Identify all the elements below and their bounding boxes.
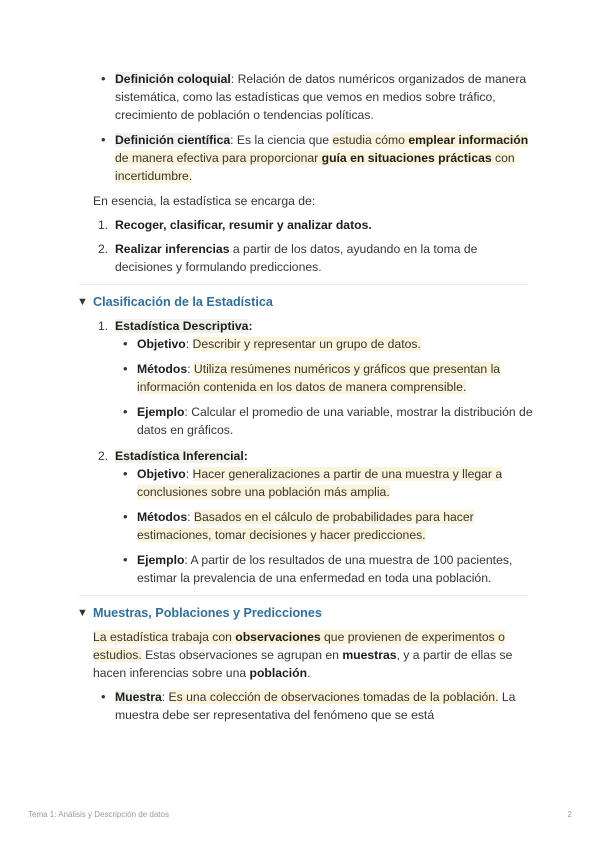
list-item: • Muestra: Es una colección de observaciones tomadas de la población. La muestra debe ser representativa del fenómeno que se está (93, 688, 533, 724)
muestras-bullets (93, 688, 533, 724)
list-item: • Métodos: Basados en el cálculo de probabilidades para hacer estimaciones, tomar decisiones y hacer predicciones. (115, 508, 533, 544)
toggle-clasificacion[interactable]: ▼ Clasificación de la Estadística (77, 295, 273, 309)
page-number: 2 (567, 810, 572, 819)
essence-list (93, 216, 533, 276)
list-item: 2. Estadística Inferencial: • Objetivo: Hacer generalizaciones a partir de una muestra y llegar a conclusiones sobre una población más amplia. • Métodos: Basados en el cálculo de probabilidades para hacer estimaciones, tomar decisiones y hacer predicciones. • Ejemplo: A partir de los resultados de una muestra de 100 pacientes, estimar la prevalencia de una enfermedad en toda una población. (93, 447, 533, 587)
list-item: • Objetivo: Describir y representar un grupo de datos. (115, 335, 533, 353)
list-item: • Objetivo: Hacer generalizaciones a partir de una muestra y llegar a conclusiones sobre una población más amplia. (115, 465, 533, 501)
list-item: • Definición coloquial: Relación de datos numéricos organizados de manera sistemática, como las estadísticas que vemos en medios sobre tráfico, crecimiento de población o tendencias políticas. (93, 70, 533, 124)
list-item: 2. Realizar inferencias a partir de los datos, ayudando en la toma de decisiones y formulando predicciones. (98, 242, 478, 274)
divider (79, 595, 529, 596)
definitions-list (93, 70, 533, 185)
triangle-down-icon[interactable]: ▼ (77, 296, 88, 308)
list-item: • Definición científica: Es la ciencia que estudia cómo emplear información de manera efectiva para proporcionar guía en situaciones prácticas con incertidumbre. (93, 131, 533, 185)
inferencial-bullets (115, 465, 533, 587)
muestras-paragraph: La estadística trabaja con observaciones que provienen de experimentos o estudios. Estas observaciones se agrupan en muestras, y a partir de ellas se hacen inferencias sobre una población. (93, 630, 513, 680)
list-item: 1. Recoger, clasificar, resumir y analizar datos. (98, 218, 372, 232)
list-item: • Ejemplo: A partir de los resultados de una muestra de 100 pacientes, estimar la prevalencia de una enfermedad en toda una población. (115, 551, 533, 587)
triangle-down-icon[interactable]: ▼ (77, 607, 88, 619)
toggle-muestras[interactable]: ▼ Muestras, Poblaciones y Predicciones (77, 606, 322, 620)
divider (79, 284, 529, 285)
clasificacion-list (93, 317, 533, 587)
footer-title: Tema 1: Análisis y Descripción de datos (28, 810, 169, 819)
document-body (77, 70, 533, 731)
list-item: • Métodos: Utiliza resúmenes numéricos y gráficos que presentan la información contenida en los datos de manera comprensible. (115, 360, 533, 396)
descriptiva-bullets (115, 335, 533, 439)
list-item: • Ejemplo: Calcular el promedio de una variable, mostrar la distribución de datos en gráficos. (115, 403, 533, 439)
essence-paragraph: En esencia, la estadística se encarga de: (93, 194, 316, 208)
list-item: 1. Estadística Descriptiva: • Objetivo: Describir y representar un grupo de datos. • Métodos: Utiliza resúmenes numéricos y gráficos que presentan la información contenida en los datos de manera comprensible. • Ejemplo: Calcular el promedio de una variable, mostrar la distribución de datos en gráficos. (93, 317, 533, 439)
